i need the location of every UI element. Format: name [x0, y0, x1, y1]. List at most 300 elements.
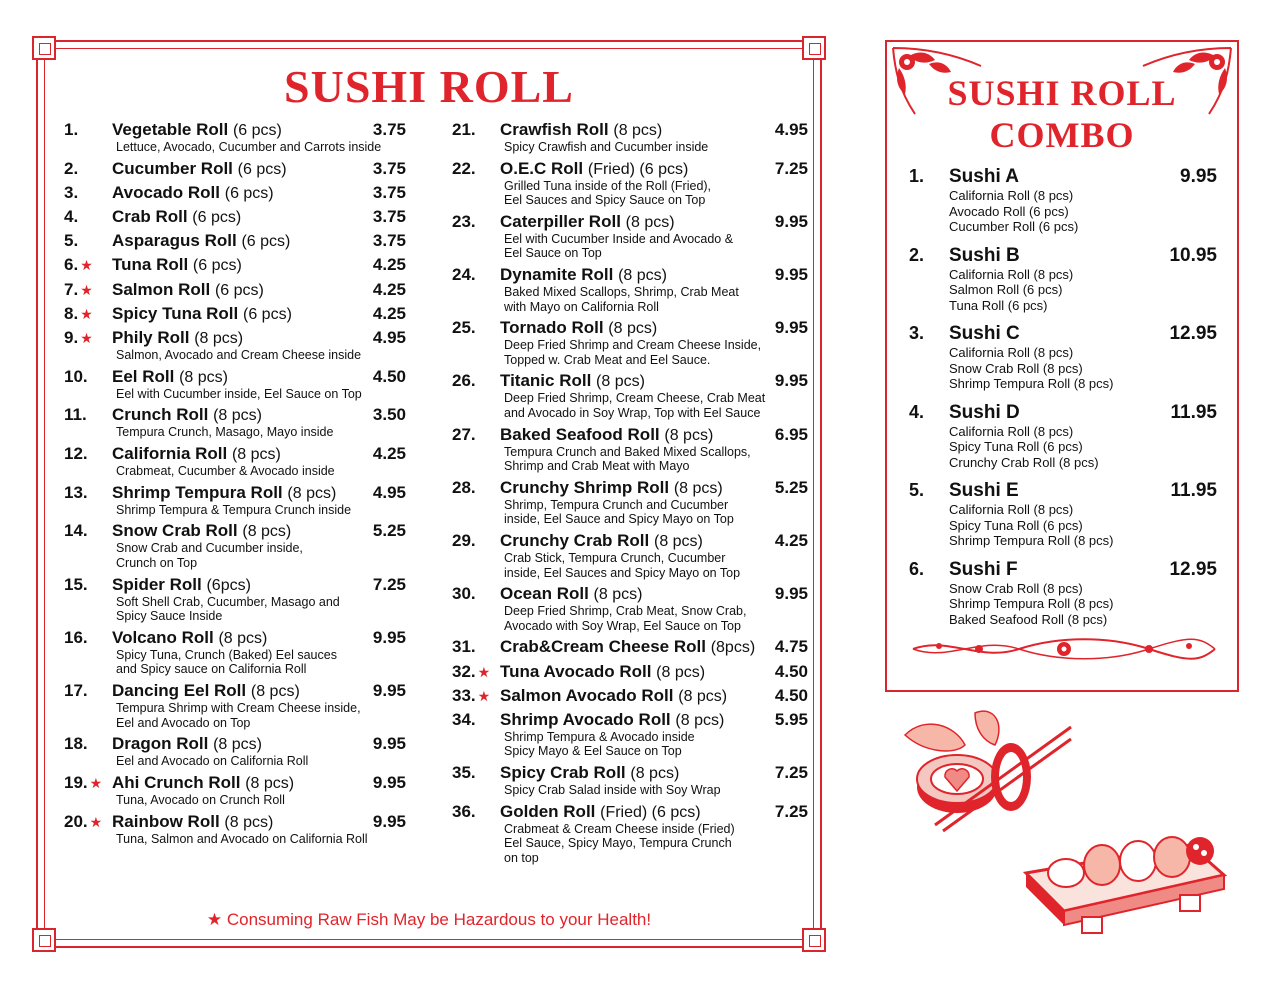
item-name: Caterpiller Roll: [500, 211, 621, 231]
menu-item: [64, 328, 406, 363]
item-size: (6 pcs): [214, 281, 264, 299]
item-heading: [500, 478, 808, 498]
item-description: Spicy Tuna, Crunch (Baked) Eel sauces: [116, 647, 337, 662]
item-number-text: 8.: [64, 303, 79, 323]
item-number-text: 35.: [452, 763, 476, 783]
menu-item: [64, 183, 406, 203]
star-icon: ★: [80, 305, 93, 322]
combo-number: 2.: [909, 244, 925, 265]
item-number-text: 7.: [64, 279, 79, 299]
item-name: Volcano Roll: [112, 627, 214, 647]
item-number-text: 29.: [452, 531, 476, 550]
star-icon: ★: [89, 774, 103, 791]
item-heading: [112, 444, 406, 464]
item-price: 4.50: [774, 685, 808, 705]
combo-roll-line: Shrimp Tempura Roll (8 pcs): [949, 596, 1114, 611]
item-description: Baked Mixed Scallops, Shrimp, Crab Meat: [504, 285, 739, 300]
item-description: Crunch on Top: [116, 555, 198, 570]
menu-item: [64, 812, 406, 847]
combo-item: [909, 323, 1217, 392]
item-number: [452, 662, 498, 682]
item-name: Snow Crab Roll: [112, 521, 238, 541]
item-number: [452, 531, 498, 551]
item-size: (8 pcs): [179, 368, 228, 386]
item-number-text: 16.: [64, 627, 88, 647]
item-name: Asparagus Roll: [112, 231, 237, 251]
item-heading: [112, 483, 406, 503]
item-number: [452, 637, 498, 657]
item-number-text: 30.: [452, 584, 476, 604]
combo-title-line-2: COMBO: [989, 115, 1135, 155]
menu-item: [452, 478, 808, 527]
menu-item: [64, 483, 406, 518]
item-description: Shrimp Tempura & Avocado inside: [504, 729, 695, 744]
item-number: [452, 584, 498, 604]
item-price: 9.95: [774, 371, 808, 391]
item-number: [452, 425, 498, 445]
item-description: Shrimp and Crab Meat with Mayo: [504, 459, 690, 474]
item-number: [452, 159, 498, 179]
combo-roll-line: Shrimp Tempura Roll (8 pcs): [949, 533, 1114, 548]
item-number-text: 11.: [64, 405, 87, 425]
item-description: Tempura Shrimp with Cream Cheese inside,: [116, 701, 361, 715]
item-number: [452, 710, 498, 730]
menu-item: [64, 120, 406, 155]
combo-name: Sushi E: [949, 480, 1019, 501]
menu-item: [452, 662, 808, 682]
combo-name: Sushi A: [949, 166, 1020, 187]
combo-menu-panel: [885, 40, 1239, 692]
item-size: (6pcs): [206, 576, 251, 594]
item-heading: [112, 159, 406, 179]
item-price: 4.50: [372, 366, 406, 386]
item-description: Tuna, Avocado on Crunch Roll: [116, 792, 285, 807]
combo-roll-line: California Roll (8 pcs): [949, 345, 1074, 360]
menu-item: [64, 521, 406, 570]
item-number: [64, 367, 110, 387]
item-price: 3.75: [372, 207, 406, 227]
item-size: (8 pcs): [656, 663, 706, 681]
combo-name: Sushi D: [949, 401, 1020, 423]
item-name: Baked Seafood Roll: [500, 424, 660, 444]
combo-price: 11.95: [1170, 401, 1217, 423]
item-number: [64, 183, 110, 203]
combo-number: 4.: [909, 401, 925, 422]
item-price: 9.95: [774, 211, 808, 231]
combo-roll-line: Spicy Tuna Roll (6 pcs): [949, 439, 1083, 454]
combo-price: 11.95: [1170, 480, 1217, 501]
item-price: 4.25: [372, 303, 406, 323]
item-size: (8 pcs): [625, 213, 675, 231]
item-description: Shrimp Tempura & Tempura Crunch inside: [116, 502, 352, 517]
item-description: Spicy Mayo & Eel Sauce on Top: [504, 744, 682, 759]
combo-item: [909, 559, 1217, 628]
item-heading: [112, 521, 406, 541]
item-description: Deep Fried Shrimp, Cream Cheese, Crab Meat: [504, 391, 766, 406]
combo-roll-line: Snow Crab Roll (8 pcs): [949, 580, 1083, 596]
menu-item: [452, 710, 808, 759]
item-description: Eel with Cucumber Inside and Avocado &: [504, 231, 734, 246]
item-heading: [500, 686, 808, 706]
item-description: on top: [504, 850, 539, 865]
sushi-platter-icon: [1020, 825, 1230, 945]
combo-price: 10.95: [1169, 244, 1217, 266]
item-description: Spicy Sauce Inside: [116, 609, 223, 624]
item-description: inside, Eel Sauce and Spicy Mayo on Top: [504, 512, 734, 527]
item-heading: [500, 425, 808, 445]
item-number-text: 25.: [452, 318, 476, 338]
combo-item: [909, 166, 1217, 235]
item-price: 7.25: [372, 574, 406, 594]
item-price: 4.25: [372, 444, 406, 464]
menu-item: [64, 367, 406, 402]
menu-item: [64, 575, 406, 624]
item-size: (6 pcs): [237, 160, 287, 178]
item-name: Spicy Crab Roll: [500, 763, 626, 783]
menu-item: [452, 371, 808, 420]
item-heading: [112, 367, 406, 387]
item-price: 9.95: [774, 265, 808, 285]
corner-ornament-icon: [32, 36, 56, 60]
item-size: (8 pcs): [653, 533, 703, 550]
item-size: (8 pcs): [250, 683, 300, 700]
item-description: Eel with Cucumber inside, Eel Sauce on Top: [116, 386, 362, 401]
item-description: Crabmeat & Cream Cheese inside (Fried): [504, 821, 735, 836]
item-heading: [500, 637, 808, 657]
item-heading: [112, 120, 406, 140]
item-number-text: 2.: [64, 158, 79, 178]
combo-roll-line: Snow Crab Roll (8 pcs): [949, 360, 1083, 376]
combo-price: 12.95: [1169, 323, 1217, 344]
menu-item: [452, 425, 808, 474]
item-number: [452, 120, 498, 140]
item-number-text: 22.: [452, 158, 476, 178]
item-number-text: 6.: [64, 255, 79, 275]
item-number: [64, 231, 110, 251]
item-size: (8 pcs): [593, 586, 643, 604]
item-price: 9.95: [774, 318, 808, 338]
item-name: Crab Roll: [112, 207, 188, 227]
sushi-roll-menu-panel: [36, 40, 822, 948]
item-price: 6.95: [774, 424, 808, 444]
item-number-text: 20.: [64, 811, 88, 831]
item-number-text: 26.: [452, 371, 476, 391]
item-name: Ahi Crunch Roll: [112, 772, 241, 792]
menu-item: [64, 405, 406, 440]
item-number: [64, 521, 110, 541]
item-price: 5.25: [774, 477, 808, 497]
menu-item: [452, 686, 808, 706]
item-price: 4.50: [774, 661, 808, 681]
item-number: [64, 575, 110, 595]
item-heading: [500, 318, 808, 338]
item-number: [452, 802, 498, 822]
combo-number: 6.: [909, 558, 925, 579]
combo-name: Sushi F: [949, 558, 1018, 580]
item-name: Shrimp Tempura Roll: [112, 482, 283, 502]
item-size: (6 pcs): [232, 122, 282, 139]
item-number-text: 9.: [64, 328, 79, 347]
combo-roll-line: California Roll (8 pcs): [949, 502, 1074, 517]
item-number: [64, 328, 110, 348]
raw-fish-warning: ★ Consuming Raw Fish May be Hazardous to your Health!: [206, 910, 652, 929]
item-number-text: 15.: [64, 574, 88, 594]
item-number-text: 17.: [64, 681, 88, 700]
item-number-text: 34.: [452, 709, 476, 729]
menu-item: [452, 265, 808, 314]
item-number-text: 18.: [64, 734, 88, 754]
item-number-text: 12.: [64, 444, 88, 464]
menu-title: SUSHI ROLL: [284, 61, 574, 112]
item-number-text: 14.: [64, 521, 88, 541]
item-description: Lettuce, Avocado, Cucumber and Carrots inside: [116, 140, 382, 154]
corner-ornament-icon: [802, 928, 826, 952]
item-size: (6 pcs): [224, 184, 274, 202]
item-number-text: 19.: [64, 772, 88, 792]
item-size: (8 pcs): [194, 330, 244, 347]
item-name: Ocean Roll: [500, 584, 589, 604]
item-number: [64, 773, 110, 793]
menu-item: [452, 763, 808, 798]
item-description: Eel and Avocado on California Roll: [116, 754, 309, 769]
item-description: Spicy Crawfish and Cucumber inside: [504, 140, 709, 154]
item-price: 3.75: [372, 158, 406, 178]
item-description: Grilled Tuna inside of the Roll (Fried),: [504, 178, 712, 193]
menu-item: [64, 681, 406, 730]
item-price: 4.25: [774, 531, 808, 550]
item-name: Dragon Roll: [112, 734, 209, 754]
item-heading: [500, 802, 808, 822]
item-number-text: 4.: [64, 207, 79, 227]
item-name: Golden Roll: [500, 801, 596, 821]
item-description: Tuna, Salmon and Avocado on California Roll: [116, 831, 368, 846]
combo-roll-line: California Roll (8 pcs): [949, 266, 1074, 282]
item-description: Topped w. Crab Meat and Eel Sauce.: [504, 352, 711, 367]
item-name: Spider Roll: [112, 574, 202, 594]
item-description: Tempura Crunch and Baked Mixed Scallops,: [504, 444, 751, 459]
item-size: (8 pcs): [242, 523, 292, 541]
item-price: 4.95: [372, 482, 406, 502]
menu-item: [452, 802, 808, 866]
item-name: Rainbow Roll: [112, 811, 220, 831]
star-icon: ★: [477, 687, 491, 704]
item-price: 9.95: [372, 772, 406, 792]
corner-ornament-icon: [32, 928, 56, 952]
item-heading: [112, 280, 406, 300]
item-size: (8 pcs): [618, 267, 667, 285]
item-description: Spicy Crab Salad inside with Soy Wrap: [504, 783, 721, 798]
combo-roll-line: Shrimp Tempura Roll (8 pcs): [949, 376, 1114, 391]
menu-item: [64, 280, 406, 300]
item-heading: [500, 710, 808, 730]
item-number: [452, 318, 498, 338]
combo-roll-line: California Roll (8 pcs): [949, 188, 1074, 203]
item-size: (6 pcs): [243, 305, 292, 323]
item-name: Crunchy Crab Roll: [500, 531, 650, 550]
item-heading: [112, 628, 406, 648]
combo-title-line-1: SUSHI ROLL: [947, 73, 1177, 113]
item-name: Shrimp Avocado Roll: [500, 709, 671, 729]
item-number: [64, 120, 110, 140]
menu-item: [64, 734, 406, 769]
combo-price: 9.95: [1180, 166, 1217, 187]
item-heading: [500, 120, 808, 140]
item-heading: [500, 584, 808, 604]
item-number: [452, 478, 498, 498]
item-price: 3.75: [372, 182, 406, 202]
item-heading: [112, 328, 406, 348]
menu-item: [64, 628, 406, 677]
menu-item: [452, 159, 808, 208]
combo-title: [887, 72, 1237, 156]
item-heading: [112, 183, 406, 203]
star-icon: ★: [477, 663, 491, 680]
item-size: (8 pcs): [673, 479, 723, 497]
item-number-text: 28.: [452, 477, 476, 497]
item-description: Shrimp, Tempura Crunch and Cucumber: [504, 497, 729, 512]
combo-number: 1.: [909, 166, 925, 186]
item-number: [452, 763, 498, 783]
item-heading: [112, 304, 406, 324]
item-price: 3.75: [372, 231, 406, 251]
item-name: Eel Roll: [112, 366, 175, 386]
item-size: (6 pcs): [241, 233, 291, 251]
item-number-text: 33.: [452, 685, 476, 705]
floral-divider-icon: [909, 636, 1219, 662]
item-number: [64, 681, 110, 701]
item-name: Spicy Tuna Roll: [112, 303, 239, 323]
item-description: Eel Sauce, Spicy Mayo, Tempura Crunch: [504, 836, 732, 851]
item-name: O.E.C Roll: [500, 158, 584, 178]
item-heading: [500, 763, 808, 783]
item-heading: [112, 207, 406, 227]
item-number-text: 23.: [452, 211, 476, 231]
item-price: 9.95: [372, 811, 406, 831]
item-price: 3.50: [372, 405, 406, 425]
item-price: 3.75: [372, 120, 406, 139]
item-number: [64, 304, 110, 324]
item-description: and Avocado in Soy Wrap, Top with Eel Sauce: [504, 405, 761, 420]
combo-number: 5.: [909, 480, 925, 500]
item-number-text: 31.: [452, 637, 476, 657]
item-number-text: 27.: [452, 424, 476, 444]
item-heading: [500, 662, 808, 682]
item-number: [64, 483, 110, 503]
item-number-text: 36.: [452, 801, 476, 821]
combo-item: [909, 245, 1217, 314]
item-size: (6 pcs): [192, 209, 242, 227]
combo-roll-line: Avocado Roll (6 pcs): [949, 203, 1069, 219]
combo-item: [909, 480, 1217, 549]
item-number: [64, 405, 110, 425]
item-heading: [112, 734, 406, 754]
item-size: (8 pcs): [675, 711, 725, 729]
item-description: Salmon, Avocado and Cream Cheese inside: [116, 348, 362, 362]
combo-name: Sushi C: [949, 323, 1020, 344]
menu-item: [64, 444, 406, 479]
sushi-roll-chopsticks-icon: [895, 705, 1075, 835]
item-description: Crabmeat, Cucumber & Avocado inside: [116, 464, 335, 479]
item-size: (8 pcs): [213, 407, 262, 425]
menu-item: [452, 584, 808, 633]
item-size: (8 pcs): [630, 765, 680, 783]
item-heading: [112, 681, 406, 701]
item-number: [64, 280, 110, 300]
item-number-text: 13.: [64, 482, 88, 502]
item-description: Soft Shell Crab, Cucumber, Masago and: [116, 594, 340, 609]
roll-column-right: [452, 120, 808, 870]
item-size: (8 pcs): [596, 373, 645, 391]
item-price: 9.95: [372, 627, 406, 647]
menu-item: [452, 212, 808, 261]
item-size: (8pcs): [710, 639, 756, 657]
item-description: with Mayo on California Roll: [504, 299, 659, 314]
item-heading: [500, 265, 808, 285]
item-name: Cucumber Roll: [112, 158, 233, 178]
item-size: (Fried) (6 pcs): [587, 160, 689, 178]
combo-price: 12.95: [1169, 558, 1217, 580]
item-name: Phily Roll: [112, 328, 190, 347]
item-heading: [112, 812, 406, 832]
corner-ornament-icon: [802, 36, 826, 60]
item-description: Tempura Crunch, Masago, Mayo inside: [116, 425, 334, 440]
item-size: (8 pcs): [213, 736, 262, 754]
item-description: Eel Sauce on Top: [504, 246, 602, 261]
item-heading: [112, 575, 406, 595]
combo-roll-line: California Roll (8 pcs): [949, 423, 1074, 439]
item-number: [64, 159, 110, 179]
item-description: Deep Fried Shrimp, Crab Meat, Snow Crab,: [504, 604, 747, 619]
combo-roll-line: Tuna Roll (6 pcs): [949, 297, 1048, 313]
menu-item: [452, 120, 808, 155]
menu-item: [64, 773, 406, 808]
combo-roll-line: Baked Seafood Roll (8 pcs): [949, 611, 1108, 627]
item-number: [452, 371, 498, 391]
roll-column-left: [64, 120, 406, 850]
item-size: (8 pcs): [231, 446, 281, 464]
item-description: Avocado with Soy Wrap, Eel Sauce on Top: [504, 618, 741, 633]
menu-item: [64, 255, 406, 275]
item-size: (6 pcs): [192, 257, 242, 275]
menu-item: [452, 637, 808, 657]
item-description: Eel Sauces and Spicy Sauce on Top: [504, 193, 706, 208]
menu-item: [64, 304, 406, 324]
item-price: 5.25: [372, 521, 406, 541]
combo-roll-line: Spicy Tuna Roll (6 pcs): [949, 517, 1083, 533]
item-price: 9.95: [372, 681, 406, 700]
item-description: Crab Stick, Tempura Crunch, Cucumber: [504, 551, 726, 565]
item-number: [64, 812, 110, 832]
item-number-text: 3.: [64, 182, 79, 202]
menu-item: [64, 159, 406, 179]
combo-list: [909, 166, 1217, 637]
item-name: Crab&Cream Cheese Roll: [500, 637, 706, 657]
combo-name: Sushi B: [949, 244, 1020, 266]
item-description: Eel and Avocado on Top: [116, 715, 251, 730]
item-size: (8 pcs): [608, 320, 658, 338]
menu-item: [452, 318, 808, 367]
item-number: [64, 444, 110, 464]
combo-roll-line: Salmon Roll (6 pcs): [949, 282, 1063, 297]
item-number-text: 32.: [452, 661, 476, 681]
item-name: Crawfish Roll: [500, 120, 609, 139]
menu-item: [64, 231, 406, 251]
item-number: [64, 207, 110, 227]
item-size: (8 pcs): [224, 813, 274, 831]
combo-roll-line: Crunchy Crab Roll (8 pcs): [949, 454, 1099, 470]
item-price: 4.25: [372, 279, 406, 299]
item-number-text: 1.: [64, 120, 79, 139]
